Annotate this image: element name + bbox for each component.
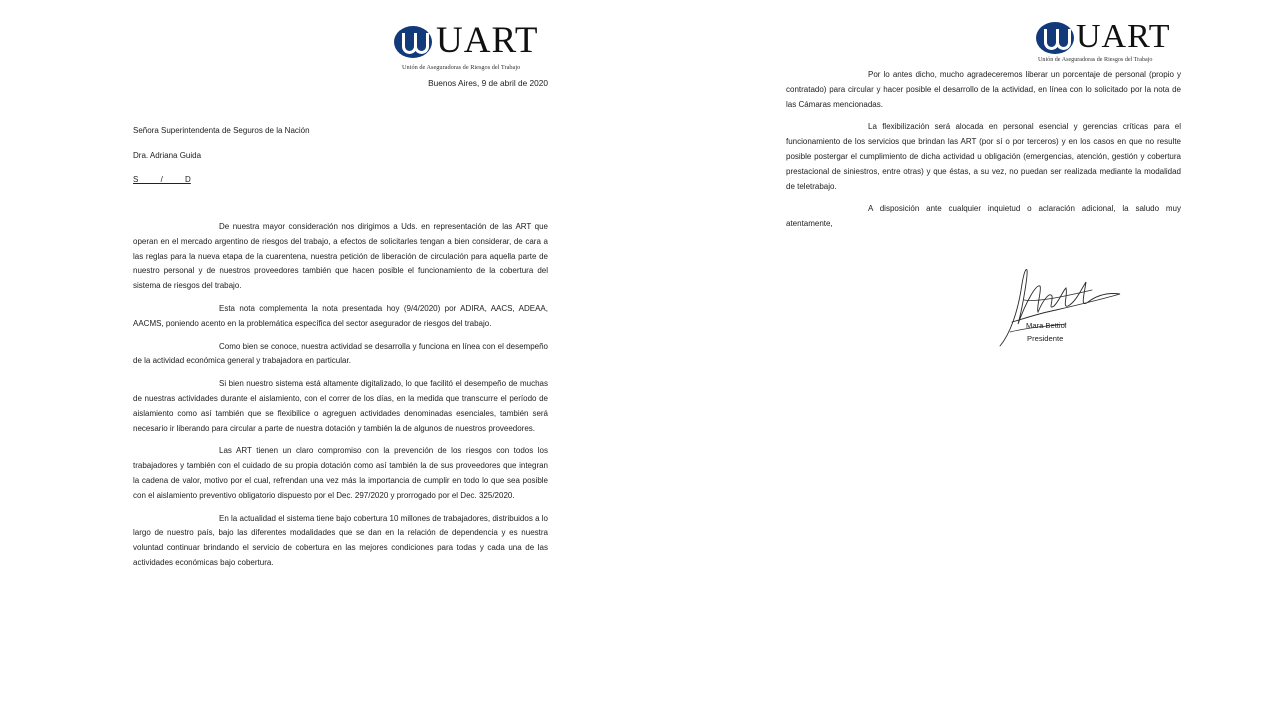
logo-subtitle: Unión de Aseguradoras de Riesgos del Trabajo: [1038, 57, 1153, 63]
recipient-title: Señora Superintendenta de Seguros de la Nación: [133, 126, 310, 135]
uart-logo-mark-icon: [394, 26, 432, 58]
letter-page-2: [640, 0, 1280, 720]
paragraph: De nuestra mayor consideración nos dirigimos a Uds. en representación de las ART que operan en el mercado argentino de riesgos del trabajo, a efectos de solicitarles tengan a bien considerar, de cara a las reglas para la nueva etapa de la cuarentena, nuestra petición de liberación de circulación para aquella parte de nuestro personal y de nuestros proveedores también que hacen posible el funcionamiento de la cobertura del sistema de riesgos del trabajo.: [133, 222, 548, 291]
paragraph: Si bien nuestro sistema está altamente digitalizado, lo que facilitó el desempeño de muchas de nuestras actividades durante el aislamiento, con el correr de los días, en la medida que transcurre el período de aislamiento como así también que se flexibilice o agreguen actividades denominadas esenciales, también será necesario ir liberando para circular a parte de nuestra dotación y también la de algunos de nuestros proveedores.: [133, 379, 548, 433]
handwritten-signature-icon: [996, 262, 1136, 352]
signer-title: Presidente: [1027, 334, 1064, 343]
uart-logo: [394, 22, 554, 80]
paragraph: Por lo antes dicho, mucho agradeceremos liberar un porcentaje de personal (propio y contratado) para circular y hacer posible el desarrollo de la actividad, en línea con lo solicitado por la nota de las Cámaras mencionadas.: [786, 70, 1181, 109]
uart-logo-mark-icon: [1036, 22, 1074, 54]
paragraph: Esta nota complementa la nota presentada hoy (9/4/2020) por ADIRA, AACS, ADEAA, AACMS, poniendo acento en la problemática específica del sector asegurador de riesgos del trabajo.: [133, 303, 548, 328]
signer-name: Mara Bettiol: [1026, 321, 1067, 330]
recipient-name: Dra. Adriana Guida: [133, 151, 202, 160]
logo-subtitle: Unión de Aseguradoras de Riesgos del Trabajo: [402, 64, 521, 71]
logo-text: UART: [1076, 18, 1171, 55]
signature-block: [996, 262, 1136, 352]
paragraph: Las ART tienen un claro compromiso con la prevención de los riesgos con todos los trabajadores y también con el cuidado de su propia dotación como así también la de sus proveedores que integran la cadena de valor, motivo por el cual, refrendan una vez más la importancia de cumplir en todo lo que sea posible con el aislamiento preventivo obligatorio dispuesto por el Dec. 297/2020 y prorrogado por el Dec. 325/2020.: [133, 446, 548, 500]
paragraph: A disposición ante cualquier inquietud o aclaración adicional, la saludo muy atentamente,: [786, 204, 1181, 229]
paragraph: En la actualidad el sistema tiene bajo cobertura 10 millones de trabajadores, distribuidos a lo largo de nuestro país, bajo las diferentes modalidades que se dan en la relación de dependencia y es nuestra voluntad continuar brindando el servicio de cobertura en las mejores condiciones para todas y cada una de las actividades económicas bajo cobertura.: [133, 513, 548, 567]
logo-text: UART: [436, 20, 539, 61]
paragraph: La flexibilización será alocada en personal esencial y gerencias críticas para el funcionamiento de los servicios que brindan las ART (por sí o por terceros) y en los casos en que no resulte posible postergar el cumplimiento de dicha actividad u obligación (emergencias, atención, gestión y cobertura prestacional de siniestros, entre otras) y que éstas, a su vez, no puedan ser realizada mediante la modalidad de teletrabajo.: [786, 122, 1181, 191]
paragraph: Como bien se conoce, nuestra actividad se desarrolla y funciona en línea con el desempeño de la actividad económica general y trabajadora en particular.: [133, 341, 548, 366]
letter-body-page-1: [133, 220, 548, 579]
letter-body-page-2: [786, 68, 1181, 240]
salutation-sd: S / D: [133, 175, 191, 184]
letter-date: Buenos Aires, 9 de abril de 2020: [428, 78, 548, 88]
